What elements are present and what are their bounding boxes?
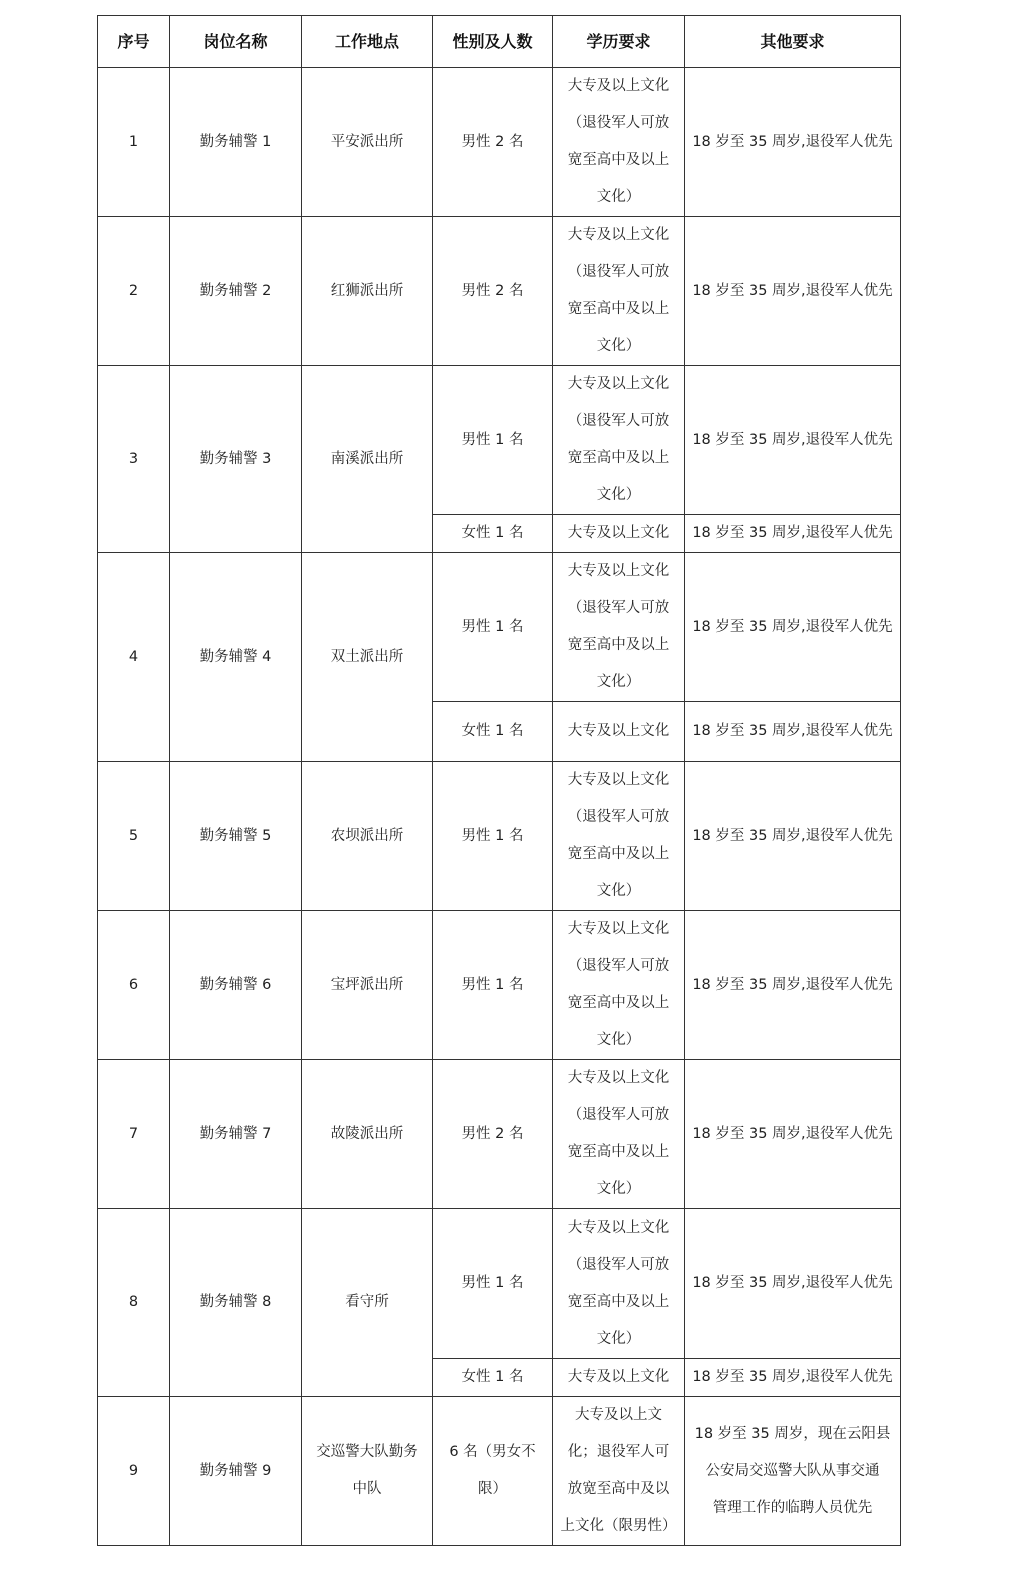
- cell-gender: 男性 2 名: [433, 1060, 553, 1209]
- cell-other: 18 岁至 35 周岁,退役军人优先: [685, 217, 901, 366]
- header-place: 工作地点: [302, 16, 433, 68]
- table-row: [98, 1209, 901, 1359]
- cell-no: 5: [98, 762, 170, 911]
- cell-education: 大专及以上文化: [553, 702, 685, 762]
- cell-gender: 女性 1 名: [433, 1359, 553, 1397]
- cell-gender: 男性 1 名: [433, 762, 553, 911]
- header-row: [98, 16, 901, 68]
- header-post: 岗位名称: [170, 16, 302, 68]
- table-row: [98, 1060, 901, 1209]
- cell-no: 7: [98, 1060, 170, 1209]
- cell-other: 18 岁至 35 周岁,退役军人优先: [685, 1060, 901, 1209]
- cell-place: 宝坪派出所: [302, 911, 433, 1060]
- cell-other: 18 岁至 35 周岁,退役军人优先: [685, 762, 901, 911]
- cell-no: 4: [98, 553, 170, 762]
- cell-gender: 男性 1 名: [433, 1209, 553, 1359]
- cell-place: 红狮派出所: [302, 217, 433, 366]
- cell-other: 18 岁至 35 周岁,退役军人优先: [685, 911, 901, 1060]
- cell-place: 故陵派出所: [302, 1060, 433, 1209]
- cell-other: 18 岁至 35 周岁,退役军人优先: [685, 515, 901, 553]
- cell-post: 勤务辅警 3: [170, 366, 302, 553]
- cell-gender: 女性 1 名: [433, 515, 553, 553]
- cell-education: 大专及以上文化 （退役军人可放 宽至高中及以上 文化）: [553, 911, 685, 1060]
- cell-other: 18 岁至 35 周岁,退役军人优先: [685, 702, 901, 762]
- cell-no: 8: [98, 1209, 170, 1397]
- table-row: [98, 762, 901, 911]
- cell-no: 6: [98, 911, 170, 1060]
- cell-post: 勤务辅警 8: [170, 1209, 302, 1397]
- cell-gender: 男性 1 名: [433, 366, 553, 515]
- cell-other: 18 岁至 35 周岁,退役军人优先: [685, 366, 901, 515]
- cell-no: 3: [98, 366, 170, 553]
- cell-post: 勤务辅警 1: [170, 68, 302, 217]
- cell-post: 勤务辅警 4: [170, 553, 302, 762]
- cell-post: 勤务辅警 7: [170, 1060, 302, 1209]
- cell-education: 大专及以上文化: [553, 515, 685, 553]
- header-gender: 性别及人数: [433, 16, 553, 68]
- header-no: 序号: [98, 16, 170, 68]
- cell-gender: 男性 2 名: [433, 68, 553, 217]
- table-row: [98, 911, 901, 1060]
- table-row: [98, 553, 901, 702]
- cell-gender: 女性 1 名: [433, 702, 553, 762]
- cell-post: 勤务辅警 6: [170, 911, 302, 1060]
- cell-gender: 6 名（男女不 限）: [433, 1397, 553, 1546]
- cell-no: 1: [98, 68, 170, 217]
- cell-post: 勤务辅警 9: [170, 1397, 302, 1546]
- cell-other: 18 岁至 35 周岁,退役军人优先: [685, 1359, 901, 1397]
- cell-place: 农坝派出所: [302, 762, 433, 911]
- cell-place: 交巡警大队勤务 中队: [302, 1397, 433, 1546]
- cell-other: 18 岁至 35 周岁,退役军人优先: [685, 1209, 901, 1359]
- cell-gender: 男性 1 名: [433, 553, 553, 702]
- cell-no: 2: [98, 217, 170, 366]
- cell-gender: 男性 1 名: [433, 911, 553, 1060]
- cell-other: 18 岁至 35 周岁,退役军人优先: [685, 553, 901, 702]
- cell-post: 勤务辅警 5: [170, 762, 302, 911]
- cell-place: 双土派出所: [302, 553, 433, 762]
- cell-place: 平安派出所: [302, 68, 433, 217]
- cell-other: 18 岁至 35 周岁,退役军人优先: [685, 68, 901, 217]
- header-other: 其他要求: [685, 16, 901, 68]
- cell-gender: 男性 2 名: [433, 217, 553, 366]
- cell-education: 大专及以上文化: [553, 1359, 685, 1397]
- cell-place: 看守所: [302, 1209, 433, 1397]
- recruitment-table: [97, 15, 901, 1546]
- cell-place: 南溪派出所: [302, 366, 433, 553]
- cell-education: 大专及以上文化 （退役军人可放 宽至高中及以上 文化）: [553, 762, 685, 911]
- header-education: 学历要求: [553, 16, 685, 68]
- cell-education: 大专及以上文化 （退役军人可放 宽至高中及以上 文化）: [553, 1060, 685, 1209]
- cell-post: 勤务辅警 2: [170, 217, 302, 366]
- cell-education: 大专及以上文化 （退役军人可放 宽至高中及以上 文化）: [553, 553, 685, 702]
- cell-education: 大专及以上文化 （退役军人可放 宽至高中及以上 文化）: [553, 366, 685, 515]
- cell-other: 18 岁至 35 周岁，现在云阳县 公安局交巡警大队从事交通 管理工作的临聘人员优先: [685, 1397, 901, 1546]
- cell-education: 大专及以上文化 （退役军人可放 宽至高中及以上 文化）: [553, 1209, 685, 1359]
- cell-education: 大专及以上文 化；退役军人可 放宽至高中及以 上文化（限男性）: [553, 1397, 685, 1546]
- cell-no: 9: [98, 1397, 170, 1546]
- cell-education: 大专及以上文化 （退役军人可放 宽至高中及以上 文化）: [553, 68, 685, 217]
- cell-education: 大专及以上文化 （退役军人可放 宽至高中及以上 文化）: [553, 217, 685, 366]
- table-row: [98, 68, 901, 217]
- table-row: [98, 1397, 901, 1546]
- table-row: [98, 366, 901, 515]
- table-row: [98, 217, 901, 366]
